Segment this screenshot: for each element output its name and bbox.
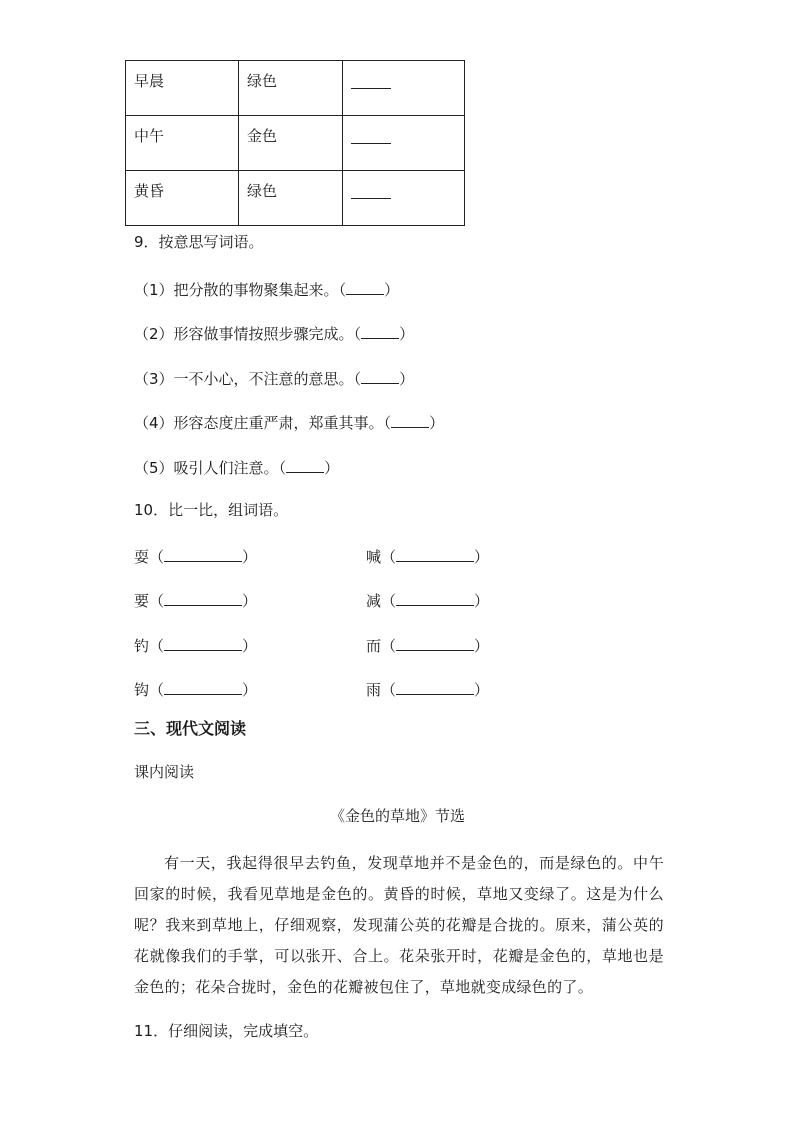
word-pair-right (366, 678, 489, 700)
question-9-item (134, 456, 339, 478)
item-number: （3） (134, 370, 174, 388)
question-9-item (134, 411, 444, 433)
answer-blank[interactable] (351, 198, 391, 199)
question-9-item (134, 322, 414, 344)
answer-blank[interactable]: （ ） (149, 637, 257, 655)
table-row (126, 171, 465, 226)
item-text: 吸引人们注意。 (173, 459, 279, 477)
character: 喊 (366, 548, 382, 566)
table-cell-time: 黄昏 (126, 171, 239, 226)
answer-blank[interactable]: （ ） (381, 548, 489, 566)
item-text: 把分散的事物聚集起来。 (173, 281, 339, 299)
character: 而 (366, 637, 382, 655)
answer-blank[interactable] (351, 143, 391, 144)
passage-text: 有一天，我起得很早去钓鱼，发现草地并不是金色的，而是绿色的。中午回家的时候，我看见草地是金色的。黄昏的时候，草地又变绿了。这是为什么呢？我来到草地上，仔细观察，发现蒲公英的花瓣是合拢的。原来，蒲公英的花就像我们的手掌，可以张开、合上。花朵张开时，花瓣是金色的，草地也是金色的；花朵合拢时，金色的花瓣被包住了，草地就变成绿色的了。 (134, 854, 664, 996)
table-cell-blank[interactable] (343, 61, 465, 116)
item-text: 一不小心，不注意的意思。 (173, 370, 354, 388)
word-pair-left (134, 634, 257, 656)
question-10-title: 10．比一比，组词语。 (134, 501, 289, 519)
answer-blank[interactable]: （ ） (149, 681, 257, 699)
character: 钓 (134, 637, 150, 655)
answer-blank[interactable]: （ ） (149, 592, 257, 610)
question-9-item (134, 278, 399, 300)
character: 钩 (134, 681, 150, 699)
word-pair-right (366, 545, 489, 567)
table-cell-time: 中午 (126, 116, 239, 171)
answer-blank[interactable]: （ ） (149, 548, 257, 566)
table-cell-color: 绿色 (239, 171, 343, 226)
table-cell-blank[interactable] (343, 116, 465, 171)
answer-blank[interactable]: （ ） (354, 325, 415, 343)
item-number: （5） (134, 459, 174, 477)
word-pair-left (134, 589, 257, 611)
answer-blank[interactable]: （ ） (381, 592, 489, 610)
word-pair-left (134, 678, 257, 700)
question-9-item (134, 367, 414, 389)
table-cell-blank[interactable] (343, 171, 465, 226)
item-number: （2） (134, 325, 174, 343)
answer-blank[interactable]: （ ） (339, 281, 400, 299)
table-cell-color: 金色 (239, 116, 343, 171)
table-row (126, 61, 465, 116)
section-subtitle: 课内阅读 (134, 763, 195, 781)
character: 减 (366, 592, 382, 610)
item-text: 形容做事情按照步骤完成。 (173, 325, 354, 343)
item-number: （1） (134, 281, 174, 299)
section-title: 三、现代文阅读 (134, 719, 247, 738)
item-text: 形容态度庄重严肃，郑重其事。 (173, 414, 384, 432)
answer-blank[interactable]: （ ） (381, 637, 489, 655)
answer-blank[interactable] (351, 88, 391, 89)
word-pair-right (366, 634, 489, 656)
character: 耍 (134, 548, 150, 566)
item-number: （4） (134, 414, 174, 432)
word-pair-left (134, 545, 257, 567)
character: 要 (134, 592, 150, 610)
question-9-title: 9．按意思写词语。 (134, 233, 264, 251)
answer-blank[interactable]: （ ） (354, 370, 415, 388)
table-row (126, 116, 465, 171)
answer-blank[interactable]: （ ） (381, 681, 489, 699)
character: 雨 (366, 681, 382, 699)
time-color-table (125, 60, 465, 226)
table-cell-time: 早晨 (126, 61, 239, 116)
passage-title: 《金色的草地》节选 (330, 807, 466, 825)
answer-blank[interactable]: （ ） (384, 414, 445, 432)
question-11-title: 11．仔细阅读，完成填空。 (134, 1022, 319, 1040)
answer-blank[interactable]: （ ） (279, 459, 340, 477)
word-pair-right (366, 589, 489, 611)
table-cell-color: 绿色 (239, 61, 343, 116)
